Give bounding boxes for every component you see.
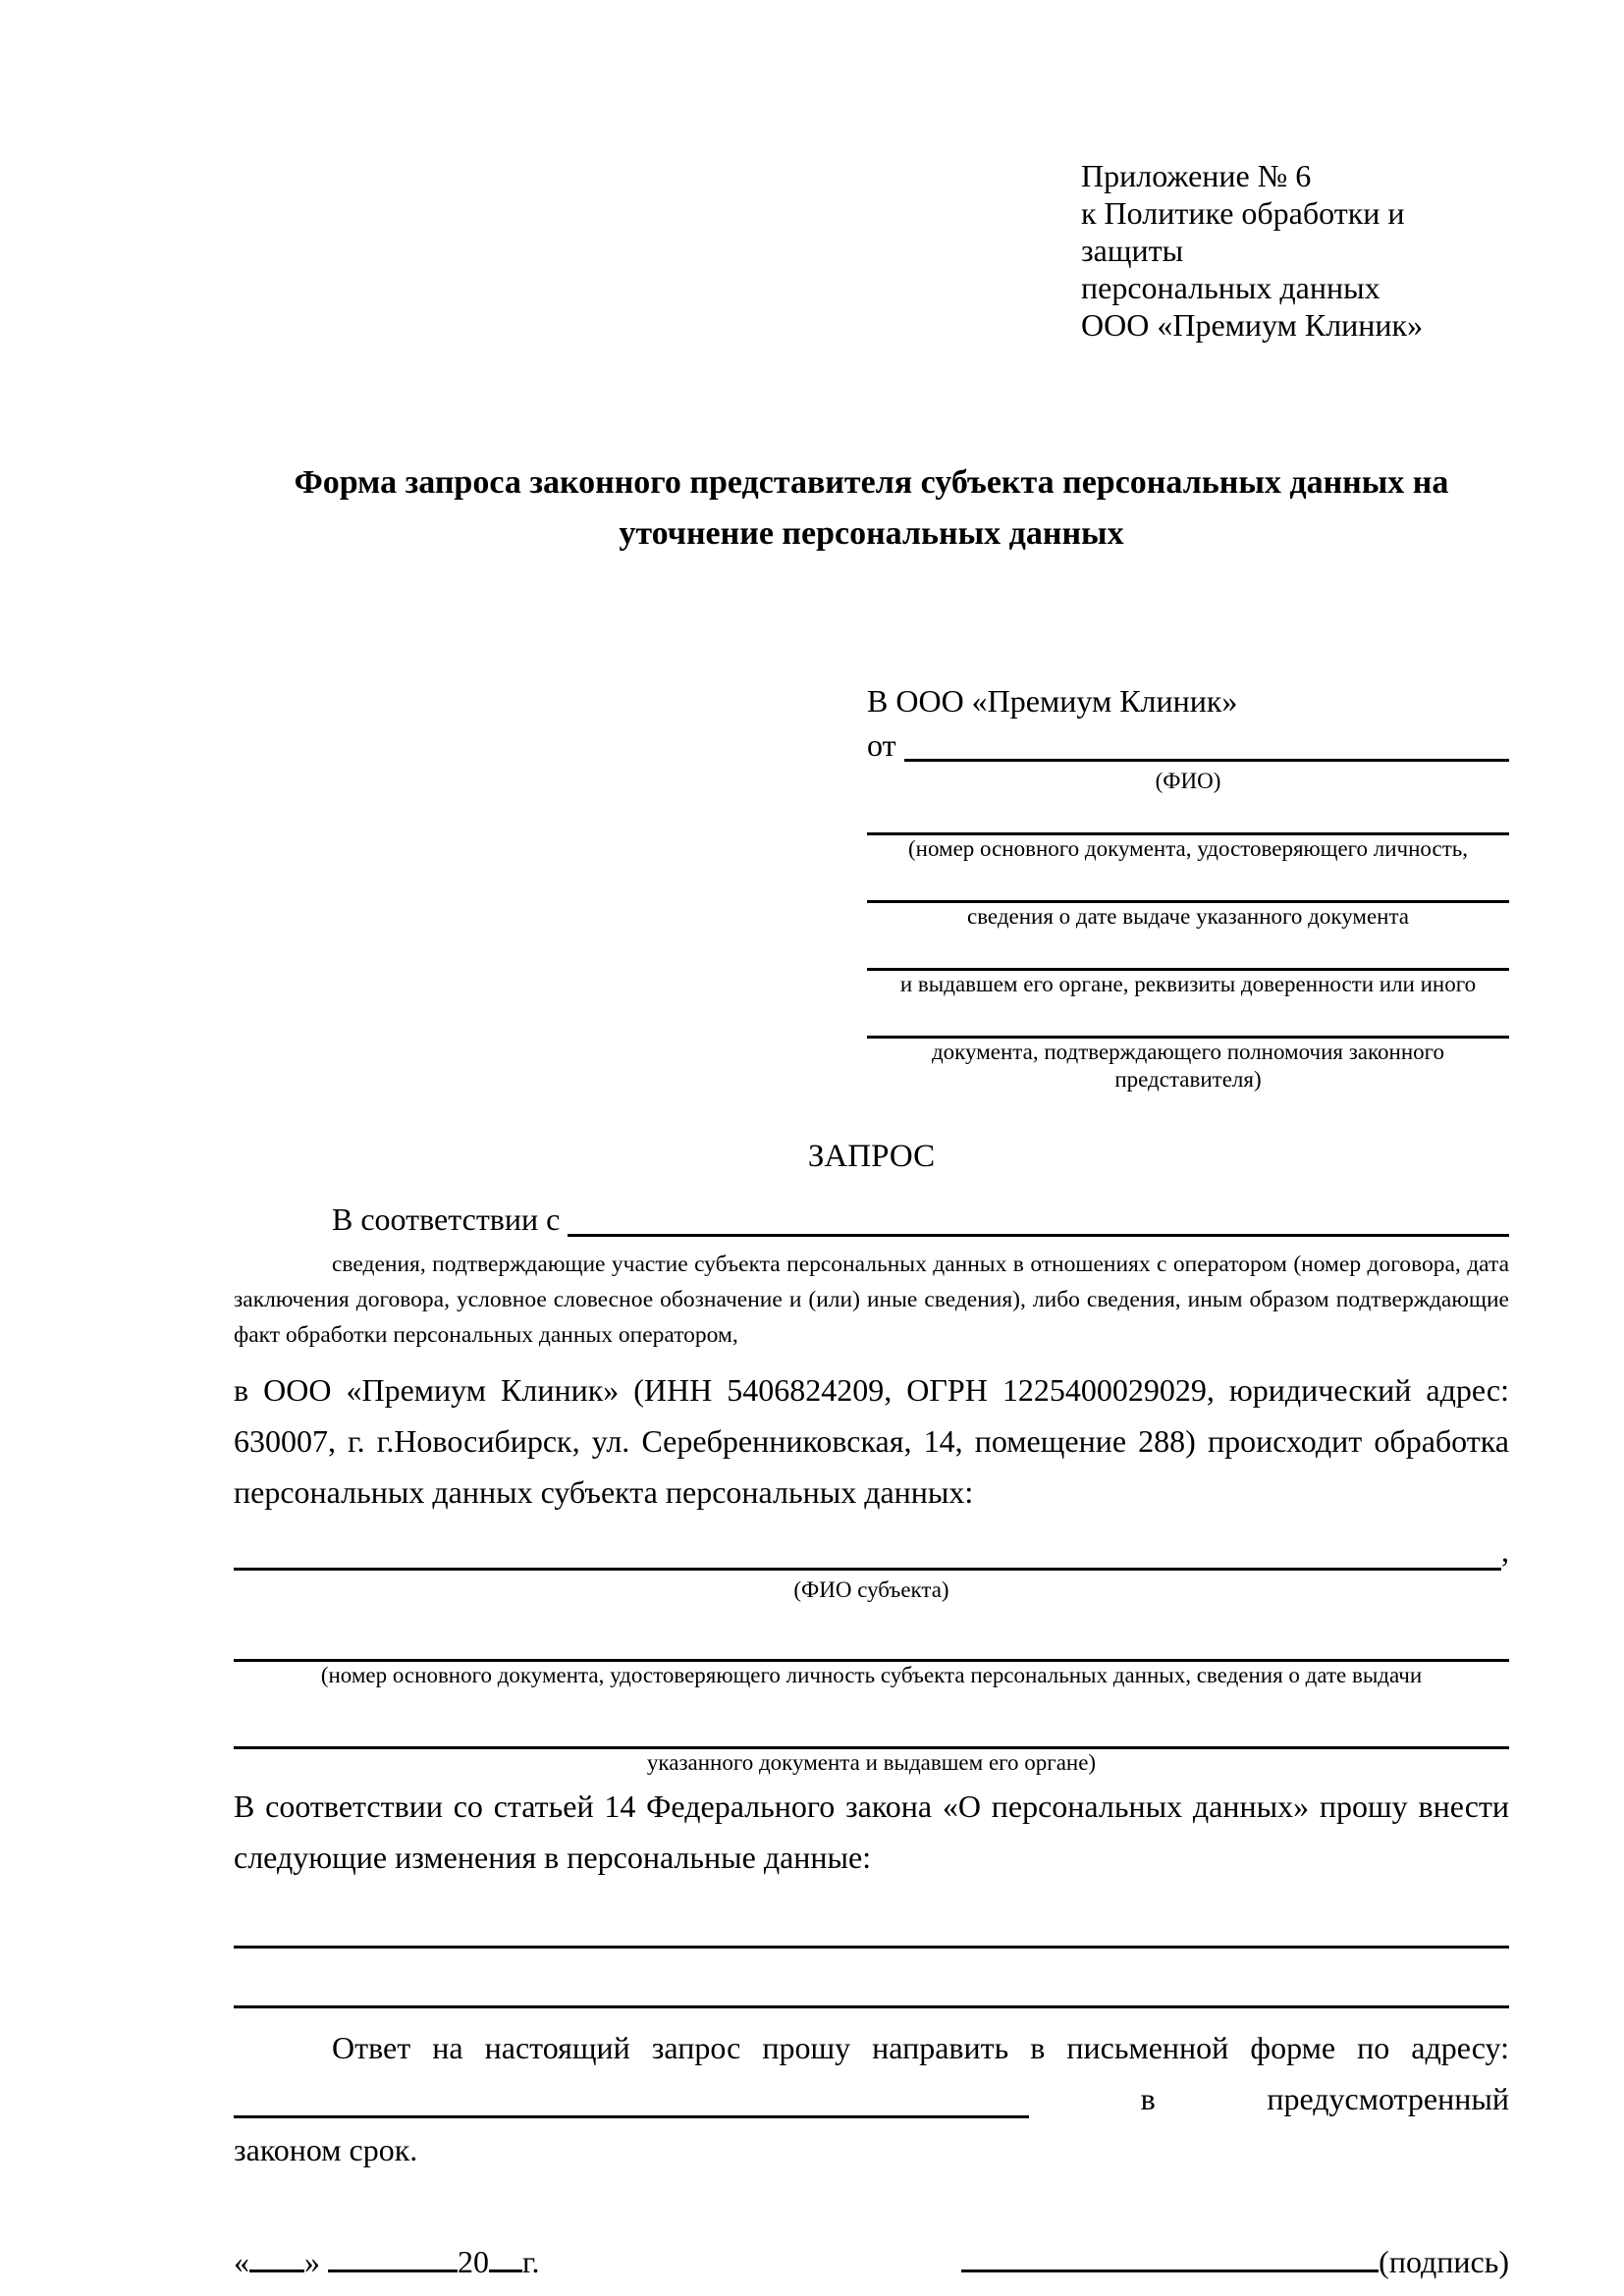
document-caption: и выдавшем его органе, реквизиты доверенности или иного (899, 972, 1477, 996)
subject-fio-blank-line (234, 1566, 1501, 1571)
subject-doc-caption: указанного документа и выдавшем его органе) (646, 1750, 1097, 1775)
annex-header-line: ООО «Премиум Клиник» (1081, 307, 1424, 343)
subject-fio-row (234, 1525, 1509, 1576)
changes-blank-line (234, 1922, 1509, 1949)
annex-header-line: персональных данных (1081, 270, 1380, 305)
date-group (234, 2240, 540, 2283)
year-blank-line (489, 2267, 522, 2272)
quote-close: » (304, 2244, 320, 2279)
doc-line-group (867, 938, 1509, 998)
document-blank-line (867, 803, 1509, 835)
fio-caption: (ФИО) (1155, 769, 1221, 793)
addressee-to: В ООО «Премиум Клиник» (867, 683, 1238, 719)
accordance-blank-line (568, 1232, 1509, 1237)
subject-doc-group (234, 1691, 1509, 1777)
document-caption: (номер основного документа, удостоверяющего личность, (907, 836, 1468, 861)
month-blank-line (328, 2267, 458, 2272)
addressee-block (867, 679, 1509, 1094)
document-blank-line (867, 871, 1509, 903)
signature-blank-line (961, 2267, 1379, 2272)
request-heading: ЗАПРОС (807, 1139, 936, 1174)
document-title: Форма запроса законного представителя субъекта персональных данных на уточнение персональных данных (294, 464, 1449, 552)
year-prefix: 20 (458, 2244, 489, 2279)
signature-caption: (подпись) (1379, 2244, 1509, 2279)
document-blank-line (867, 1006, 1509, 1039)
subject-doc-group (234, 1604, 1509, 1689)
answer-line3: законом срок. (234, 2132, 418, 2167)
article-paragraph: В соответствии со статьей 14 Федерального закона «О персональных данных» прошу внести следующие изменения в персональные данные: (234, 1789, 1509, 1875)
answer-address-row (234, 2073, 1509, 2124)
document-blank-line (867, 938, 1509, 971)
year-suffix: г. (522, 2244, 540, 2279)
subject-doc-caption: (номер основного документа, удостоверяющего личность субъекта персональных данных, сведения о дате выдачи (320, 1663, 1423, 1687)
changes-blank-line (234, 1949, 1509, 2008)
fio-blank-line (904, 757, 1509, 762)
doc-line-group (867, 803, 1509, 863)
day-blank-line (249, 2267, 304, 2272)
subject-doc-blank-line (234, 1691, 1509, 1749)
accordance-label: В соответствии с (332, 1201, 568, 1237)
trailing-comma: , (1501, 1533, 1509, 1569)
annex-header-line: к Политике обработки и защиты (1081, 195, 1405, 268)
from-label: от (867, 727, 904, 763)
address-blank-line (234, 2113, 1029, 2118)
subject-doc-blank-line (234, 1604, 1509, 1662)
doc-line-group (867, 871, 1509, 931)
addressee-from-row (867, 722, 1509, 768)
quote-open: « (234, 2244, 249, 2279)
accordance-note: сведения, подтверждающие участие субъекта персональных данных в отношениях с оператором (номер договора, дата заключения договора, условное словесное обозначение и (или) иные сведения), либо сведения, иным образом подтверждающие факт обработки персональных данных оператором, (234, 1252, 1509, 1348)
answer-word: предусмотренный (1267, 2081, 1509, 2116)
subject-fio-caption: (ФИО субъекта) (793, 1577, 949, 1602)
doc-line-group (867, 1006, 1509, 1094)
accordance-row (234, 1196, 1509, 1243)
annex-header (1081, 157, 1509, 344)
document-caption: сведения о дате выдаче указанного документа (966, 904, 1410, 929)
annex-header-line: Приложение № 6 (1081, 158, 1312, 193)
signature-group (961, 2240, 1509, 2283)
answer-line1: Ответ на настоящий запрос прошу направить в письменной форме по адресу: (332, 2030, 1509, 2065)
document-caption: документа, подтверждающего полномочия законного представителя) (931, 1040, 1444, 1092)
answer-word: в (1140, 2081, 1156, 2116)
operator-paragraph: в ООО «Премиум Клиник» (ИНН 5406824209, ОГРН 1225400029029, юридический адрес: 630007, г. г.Новосибирск, ул. Серебренниковская, 14, помещение 288) происходит обработка персональных данных субъекта персональных данных: (234, 1372, 1509, 1510)
date-signature-row (234, 2240, 1509, 2283)
